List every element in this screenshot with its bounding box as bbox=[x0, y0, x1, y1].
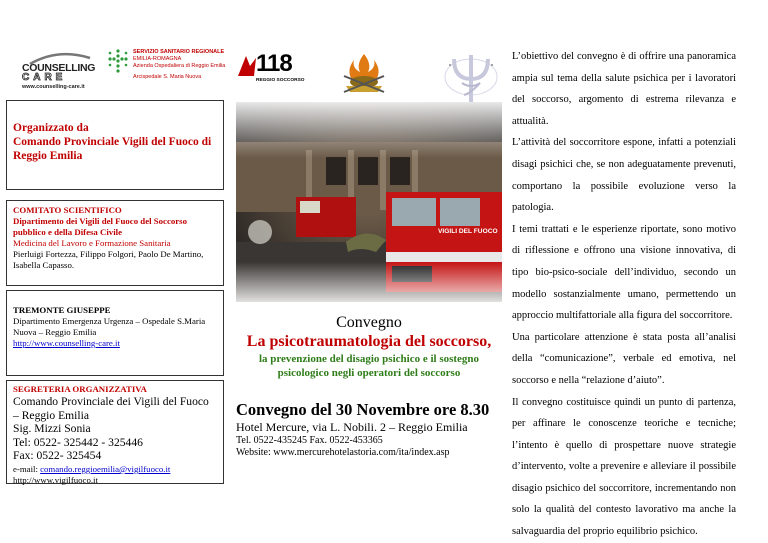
scientific-committee-medicine: Medicina del Lavoro e Formazione Sanitaria bbox=[13, 238, 171, 248]
counselling-logo-sub: CARE bbox=[22, 72, 67, 83]
scientific-committee-heading: COMITATO SCIENTIFICO bbox=[13, 205, 122, 215]
description-paragraph-5: Il convegno costituisce quindi un punto di partenza, per affinare le conoscenze teoriche e tecniche; l’intento è quello di prospettare nuove strategie d’intervento, volte a prevenire e alleviare il possibile disagio psichico del soccorritore, incrementando non solo la qualità del contesto lavorativo ma anche la salvaguardia del proprio equilibrio psichico. bbox=[512, 396, 736, 538]
event-tel: Tel. 0522-435245 Fax. 0522-453365 bbox=[236, 435, 383, 446]
scientific-committee-members: Pierluigi Fortezza, Filippo Folgori, Paolo De Martino, Isabella Capasso. bbox=[13, 249, 204, 270]
description-paragraph-3: I temi trattati e le esperienze riportate, sono motivo di riflessione e offrono una visione innovativa, di tipo bio-psico-sociale dell’individuo, secondo un modello sostanzialmente umano, permettendo un approccio multifattoriale alla figura del soccorritore. bbox=[512, 223, 736, 322]
counselling-care-link[interactable]: http://www.counselling-care.it bbox=[13, 338, 120, 348]
ssr-emilia-romagna-logo bbox=[107, 48, 227, 98]
organizer-label: Organizzato da bbox=[13, 122, 89, 134]
tremonte-name: TREMONTE GIUSEPPE bbox=[13, 305, 111, 315]
organizer-name: Comando Provinciale Vigili del Fuoco di Reggio Emilia bbox=[13, 136, 212, 162]
counselling-logo-name: COUNSELLING bbox=[22, 62, 96, 74]
ssr-line-4: Arcispedale S. Maria Nuova bbox=[133, 74, 202, 80]
event-title: La psicotraumatologia del soccorso, bbox=[246, 333, 492, 350]
vigili-del-fuoco-emblem-icon bbox=[338, 52, 390, 94]
118-label: REGGIO SOCCORSO bbox=[256, 78, 305, 83]
118-reggio-soccorso-logo bbox=[236, 50, 305, 88]
scientific-committee-department: Dipartimento dei Vigili del Fuoco del Soccorso pubblico e della Difesa Civile bbox=[13, 216, 187, 237]
event-date: Convegno del 30 Novembre ore 8.30 bbox=[236, 400, 490, 419]
118-arrow-icon bbox=[236, 54, 258, 78]
secretariat-tel: Tel: 0522- 325442 - 325446 bbox=[13, 435, 143, 449]
secretariat-org: Comando Provinciale dei Vigili del Fuoco – Reggio Emilia bbox=[13, 395, 209, 422]
secretariat-contact: Sig. Mizzi Sonia bbox=[13, 422, 91, 436]
secretariat-box bbox=[6, 380, 224, 484]
event-subtitle: la prevenzione del disagio psichico e il sostegno psicologico negli operatori del soccorso bbox=[258, 353, 480, 379]
ssr-cross-icon bbox=[107, 48, 129, 76]
counselling-care-logo bbox=[22, 62, 100, 102]
counselling-swoosh-icon bbox=[28, 52, 92, 66]
fire-truck-photo bbox=[236, 102, 502, 302]
event-kicker: Convegno bbox=[336, 314, 402, 331]
secretariat-fax: Fax: 0522- 325454 bbox=[13, 449, 102, 463]
counselling-logo-url: www.counselling-care.it bbox=[22, 84, 85, 90]
secretariat-website[interactable]: http://www.vigilfuoco.it bbox=[13, 474, 98, 485]
psychology-emblem-icon bbox=[440, 55, 502, 105]
ssr-line-3: Azienda Ospedaliera di Reggio Emilia bbox=[133, 63, 226, 69]
secretariat-email-label: e-mail: bbox=[13, 463, 41, 474]
event-website[interactable]: Website: www.mercurehotelastoria.com/ita/index.asp bbox=[236, 447, 450, 458]
secretariat-heading: SEGRETERIA ORGANIZZATIVA bbox=[13, 384, 147, 394]
secretariat-email-link[interactable]: comando.reggioemilia@vigilfuoco.it bbox=[40, 463, 171, 474]
description-column bbox=[512, 46, 736, 543]
description-paragraph-1: L’obiettivo del convegno è di offrire una panoramica ampia sul tema della salute psichica per i lavoratori del soccorso, argomento di estrema rilevanza e attualità. bbox=[512, 51, 736, 127]
description-paragraph-2: L’attività del soccorritore espone, infatti a potenziali disagi psichici che, se non adeguatamente prevenuti, comportano la possibile evoluzione verso la patologia. bbox=[512, 137, 736, 214]
ssr-line-2: EMILIA-ROMAGNA bbox=[133, 56, 182, 62]
event-venue: Hotel Mercure, via L. Nobili. 2 – Reggio Emilia bbox=[236, 420, 468, 434]
scientific-committee-box bbox=[6, 200, 224, 286]
truck-label-text: VIGILI DEL FUOCO bbox=[438, 228, 498, 235]
description-paragraph-4: Una particolare attenzione è stata posta all’analisi della “comunicazione”, verbale ed emotiva, nel soccorso e nella “relazione d’aiuto”. bbox=[512, 331, 736, 386]
tremonte-role: Dipartimento Emergenza Urgenza – Ospedale S.Maria Nuova – Reggio Emilia bbox=[13, 316, 206, 337]
ssr-line-1: SERVIZIO SANITARIO REGIONALE bbox=[133, 49, 225, 55]
organizer-box bbox=[6, 100, 224, 190]
118-number: 118 bbox=[256, 50, 292, 77]
tremonte-box bbox=[6, 290, 224, 376]
